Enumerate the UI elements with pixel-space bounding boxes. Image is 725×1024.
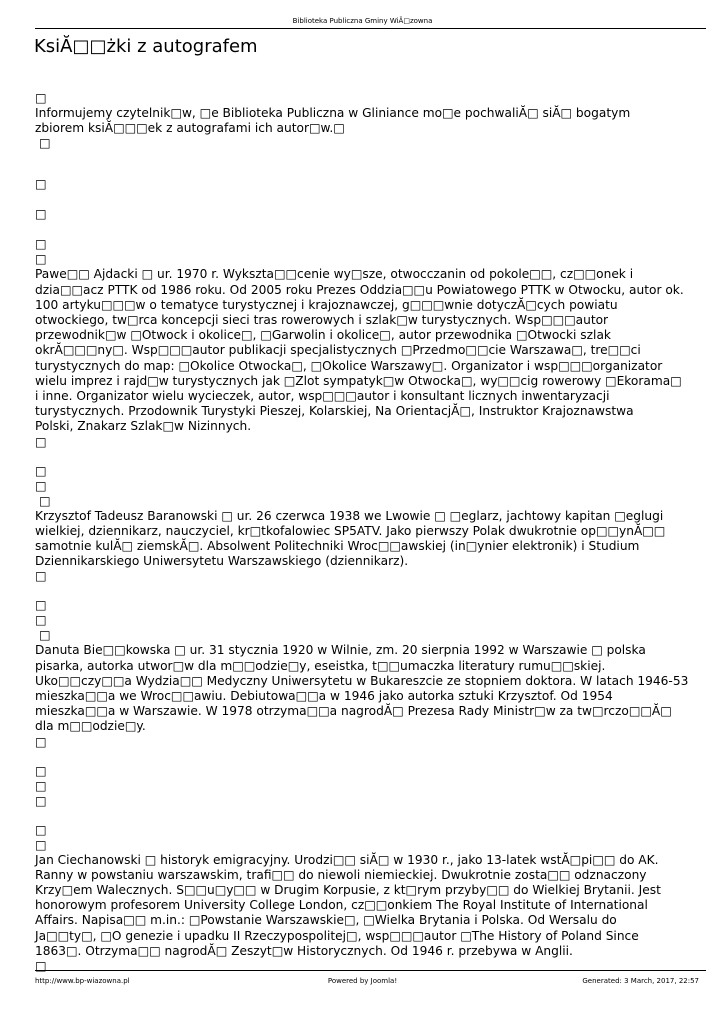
article-title: KsiĂ□□żki z autografem <box>34 36 258 57</box>
footer-powered: Powered by Joomla! <box>327 977 398 985</box>
site-name: Biblioteka Publiczna Gminy WiĂ□zowna <box>292 17 433 25</box>
footer-generated: Generated: 3 March, 2017, 22:57 <box>582 977 699 985</box>
footer-url: http://www.bp-wiazowna.pl <box>35 977 130 985</box>
author-entry <box>35 853 707 959</box>
placeholder-glyph: □ <box>35 763 47 778</box>
article-body <box>35 91 707 974</box>
entry-line: Uko□□czy□□a Wydzia□□ Medyczny Uniwersytetu w Bukareszcie ze stopniem doktora. W latach 1946-53 <box>35 673 689 688</box>
placeholder-glyph: □ <box>39 628 51 643</box>
entry-line: Ranny w powstaniu warszawskim, trafi□□ do niewoli niemieckiej. Dwukrotnie zosta□□ odznaczony <box>35 867 647 882</box>
entry-line: wielkiej, dziennikarz, nauczyciel, kr□tkofalowiec SP5ATV. Jako pierwszy Polak dwukrotnie op□□ynĂ□□ <box>35 523 666 538</box>
placeholder-glyph: □ <box>35 778 47 793</box>
author-entry <box>35 643 707 734</box>
placeholder-glyph: □ <box>35 793 47 808</box>
header-rule <box>35 28 706 29</box>
entry-line: wielu imprez i rajd□w turystycznych jak □Zlot sympatyk□w Otwocka□, wy□□cig rowerowy □Ekorama□ <box>35 373 682 388</box>
placeholder-glyph: □ <box>35 207 47 222</box>
entry-line: Jan Ciechanowski □ historyk emigracyjny. Urodzi□□ siĂ□ w 1930 r., jako 13-latek wstĂ□pi□□ do AK. <box>35 852 659 867</box>
placeholder-glyph: □ <box>35 91 47 105</box>
placeholder-glyph: □ <box>35 837 47 852</box>
entry-line: dla m□□odzie□y. <box>35 719 146 734</box>
entry-line: dzia□□acz PTTK od 1986 roku. Od 2005 roku Prezes Oddzia□□u Powiatowego PTTK w Otwocku, autor ok. <box>35 282 684 297</box>
entry-line: Ja□□ty□, □O genezie i upadku II Rzeczypospolitej□, wsp□□□autor □The History of Poland Since <box>35 928 639 943</box>
placeholder-glyph: □ <box>35 734 47 749</box>
placeholder-glyph: □ <box>35 252 47 267</box>
entry-line: turystycznych do map: □Okolice Otwocka□, □Okolice Warszawy□. Organizator i wsp□□□organizator <box>35 358 663 373</box>
placeholder-glyph: □ <box>35 822 47 837</box>
entry-line: pisarka, autorka utwor□w dla m□□odzie□y, eseistka, t□□umaczka literatury rumu□□skiej. <box>35 658 606 673</box>
entry-line: Affairs. Napisa□□ m.in.: □Powstanie Warszawskie□, □Wielka Brytania i Polska. Od Wersalu do <box>35 913 617 928</box>
placeholder-glyph: □ <box>35 463 47 478</box>
placeholder-glyph: □ <box>35 613 47 628</box>
entry-line: Polski, Znakarz Szlak□w Nizinnych. <box>35 419 252 434</box>
placeholder-glyph: □ <box>35 237 47 252</box>
entry-line: mieszka□□a we Wroc□□awiu. Debiutowa□□a w 1946 jako autorka sztuki Krzysztof. Od 1954 <box>35 689 613 704</box>
entry-line: Krzy□em Walecznych. S□□u□y□□ w Drugim Korpusie, z kt□rym przyby□□ do Wielkiej Brytanii. Jest <box>35 883 661 898</box>
entry-line: otwockiego, tw□rca koncepcji sieci tras rowerowych i szlak□w turystycznych. Wsp□□□autor <box>35 313 609 328</box>
intro-line: Informujemy czytelnik□w, □e Biblioteka Publiczna w Gliniance mo□e pochwaliĂ□ siĂ□ bogatym <box>35 106 631 120</box>
entry-line: Krzysztof Tadeusz Baranowski □ ur. 26 czerwca 1938 we Lwowie □ □eglarz, jachtowy kapitan □eglugi <box>35 508 664 523</box>
author-entry <box>35 267 707 434</box>
entry-line: Danuta Bie□□kowska □ ur. 31 stycznia 1920 w Wilnie, zm. 20 sierpnia 1992 w Warszawie □ polska <box>35 643 646 658</box>
entry-line: okrĂ□□□ny□. Wsp□□□autor publikacji specjalistycznych □Przedmo□□cie Warszawa□, tre□□ci <box>35 343 641 358</box>
entry-line: przewodnik□w □Otwock i okolice□, □Garwolin i okolice□, autor przewodnika □Otwocki szlak <box>35 328 611 343</box>
entry-line: 1863□. Otrzyma□□ nagrodĂ□ Zeszyt□w Historycznych. Od 1946 r. przebywa w Anglii. <box>35 943 573 958</box>
entry-line: turystycznych. Przodownik Turystyki Pieszej, Kolarskiej, Na OrientacjĂ□, Instruktor Krajoznawstwa <box>35 404 634 419</box>
author-entry <box>35 509 707 570</box>
entry-line: samotnie kulĂ□ ziemskĂ□. Absolwent Politechniki Wroc□□awskiej (in□ynier elektronik) i Studium <box>35 539 640 554</box>
entry-line: Dziennikarskiego Uniwersytetu Warszawskiego (dziennikarz). <box>35 554 409 569</box>
placeholder-glyph: □ <box>35 177 47 192</box>
entry-line: honorowym profesorem University College London, cz□□onkiem The Royal Institute of International <box>35 898 648 913</box>
placeholder-glyph: □ <box>39 493 51 508</box>
placeholder-glyph: □ <box>35 959 47 974</box>
placeholder-glyph: □ <box>35 478 47 493</box>
entry-line: 100 artyku□□□w o tematyce turystycznej i krajoznawczej, g□□□wnie dotyczĂ□cych powiatu <box>35 297 618 312</box>
entry-line: Pawe□□ Ajdacki □ ur. 1970 r. Wykszta□□cenie wy□sze, otwocczanin od pokole□□, cz□□onek i <box>35 267 634 282</box>
footer-rule <box>35 970 706 971</box>
entry-line: mieszka□□a w Warszawie. W 1978 otrzyma□□a nagrodĂ□ Prezesa Rady Ministr□w za tw□rczo□□Ă□ <box>35 704 672 719</box>
entry-line: i inne. Organizator wielu wycieczek, autor, wsp□□□autor i konsultant licznych inwentaryzacji <box>35 389 610 404</box>
placeholder-glyph: □ <box>39 136 51 151</box>
placeholder-glyph: □ <box>35 598 47 613</box>
placeholder-glyph: □ <box>35 434 47 449</box>
placeholder-glyph: □ <box>35 569 47 584</box>
intro-line: zbiorem ksiĂ□□□ek z autografami ich autor□w.□ <box>35 121 345 136</box>
